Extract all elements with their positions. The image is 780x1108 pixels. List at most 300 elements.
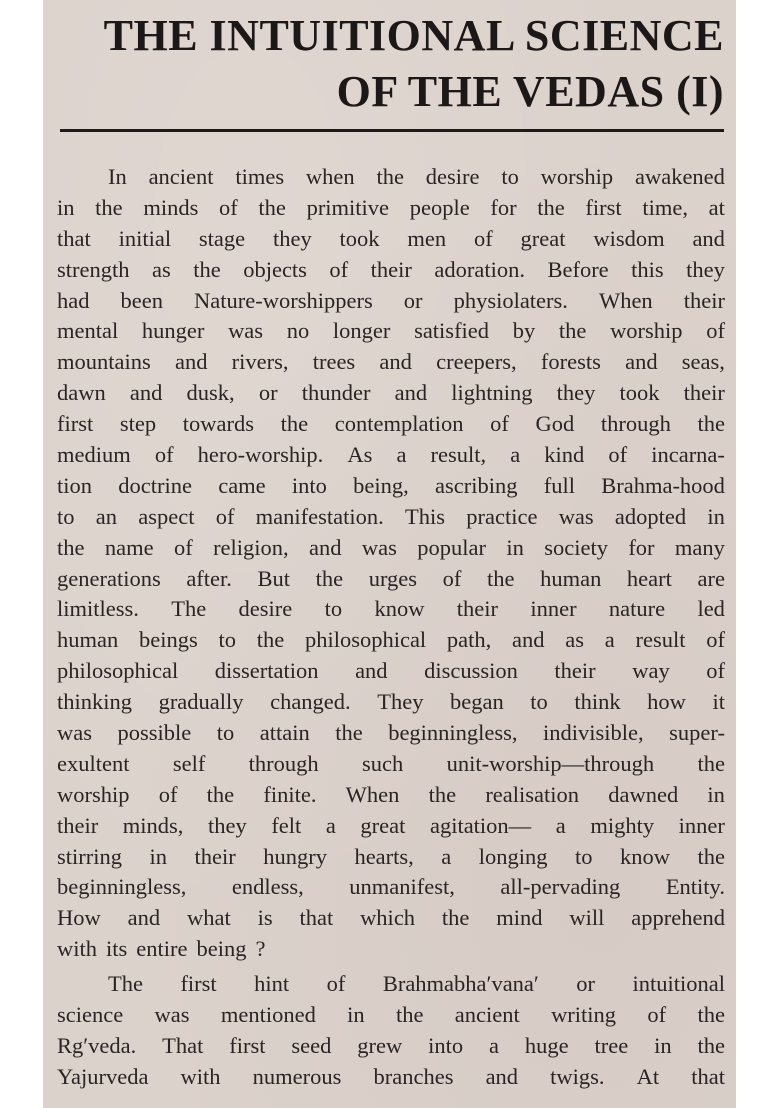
word: stirring bbox=[57, 843, 122, 869]
word: in bbox=[347, 1002, 365, 1028]
word: the bbox=[395, 1002, 424, 1028]
word: But bbox=[257, 565, 291, 591]
word: Yajurveda bbox=[57, 1063, 149, 1089]
word: first bbox=[180, 971, 217, 997]
word: that bbox=[57, 225, 91, 251]
word: strength bbox=[57, 256, 130, 282]
word: their bbox=[57, 812, 99, 838]
word: or bbox=[576, 971, 596, 997]
word: twigs. bbox=[550, 1063, 605, 1089]
word: towards bbox=[182, 411, 254, 437]
word: it bbox=[712, 689, 725, 715]
word: to bbox=[530, 689, 548, 715]
word: their bbox=[194, 843, 236, 869]
word: the bbox=[486, 565, 515, 591]
word: how bbox=[647, 689, 686, 715]
word: the bbox=[697, 750, 725, 776]
word: in bbox=[707, 781, 725, 807]
word: unmanifest, bbox=[349, 874, 455, 900]
text-line bbox=[57, 409, 725, 440]
text-line bbox=[57, 440, 725, 471]
word: when bbox=[305, 164, 355, 189]
word: a bbox=[510, 442, 521, 468]
word: took bbox=[619, 380, 660, 406]
text-line bbox=[57, 347, 725, 378]
word: result bbox=[635, 627, 686, 653]
word: is bbox=[257, 905, 273, 931]
word: inner bbox=[530, 596, 577, 622]
word: tion bbox=[57, 472, 93, 498]
word: in bbox=[654, 1032, 672, 1058]
word: first bbox=[57, 411, 94, 437]
word: all-pervading bbox=[500, 874, 621, 900]
word: adoration. bbox=[434, 256, 525, 282]
word: medium bbox=[57, 442, 131, 468]
word: result, bbox=[430, 442, 487, 468]
word: The bbox=[108, 971, 143, 997]
word: think bbox=[574, 689, 621, 715]
word: great bbox=[520, 225, 566, 251]
word: minds, bbox=[122, 812, 184, 838]
word: by bbox=[512, 318, 536, 344]
word: had bbox=[57, 287, 90, 313]
word: of bbox=[647, 1002, 667, 1028]
word: their bbox=[456, 596, 498, 622]
word: heart bbox=[626, 565, 672, 591]
word: of bbox=[173, 534, 193, 560]
word: human bbox=[540, 565, 602, 591]
text-line bbox=[57, 1031, 725, 1062]
text-line bbox=[57, 656, 725, 687]
word: of bbox=[154, 442, 174, 468]
word: path, bbox=[446, 627, 492, 653]
word: the bbox=[697, 1002, 725, 1028]
word: the bbox=[280, 411, 309, 437]
word: a bbox=[396, 442, 407, 468]
word: into bbox=[428, 1032, 464, 1058]
word: attain bbox=[259, 720, 310, 746]
word: the bbox=[258, 194, 286, 220]
word: way bbox=[632, 658, 670, 684]
word: began bbox=[450, 689, 504, 715]
text-line bbox=[57, 193, 725, 224]
word: kind bbox=[544, 442, 585, 468]
word: and bbox=[692, 225, 725, 251]
word: or bbox=[403, 287, 423, 313]
word: no bbox=[286, 318, 310, 344]
text-line bbox=[57, 286, 725, 317]
word: full bbox=[543, 472, 575, 498]
word: This bbox=[405, 503, 446, 529]
word: was bbox=[361, 534, 397, 560]
word: numerous bbox=[252, 1063, 342, 1089]
word: of bbox=[706, 627, 725, 653]
word: forests bbox=[540, 349, 601, 375]
word: adopted bbox=[614, 503, 687, 529]
word: satisfied bbox=[414, 318, 490, 344]
word: first bbox=[229, 1032, 266, 1058]
word: thinking bbox=[57, 689, 133, 715]
word: as bbox=[565, 627, 585, 653]
word: their bbox=[683, 287, 725, 313]
word: Nature-worshippers bbox=[194, 287, 373, 313]
word: will bbox=[569, 905, 605, 931]
word: hungry bbox=[263, 843, 327, 869]
text-line bbox=[57, 780, 725, 811]
word: the bbox=[537, 194, 565, 220]
scanned-page bbox=[43, 0, 736, 1108]
word: of bbox=[706, 318, 725, 344]
word: of bbox=[329, 256, 349, 282]
text-line bbox=[57, 162, 725, 193]
word: of bbox=[158, 781, 178, 807]
word: ancient bbox=[148, 164, 214, 189]
word: and bbox=[485, 1063, 519, 1089]
word: the bbox=[193, 256, 221, 282]
word: know bbox=[620, 843, 671, 869]
word: philosophical bbox=[57, 658, 179, 684]
word: being bbox=[196, 936, 247, 962]
title-rule-divider bbox=[60, 129, 724, 132]
word: doctrine bbox=[118, 472, 192, 498]
word: in bbox=[57, 194, 75, 220]
word: minds bbox=[143, 194, 199, 220]
word: the bbox=[428, 781, 457, 807]
word: the bbox=[376, 164, 404, 189]
word: At bbox=[636, 1063, 660, 1089]
word: at bbox=[708, 194, 725, 220]
word: dissertation bbox=[214, 658, 319, 684]
word: realisation bbox=[485, 781, 580, 807]
word: When bbox=[598, 287, 653, 313]
word: are bbox=[697, 565, 725, 591]
word: mighty bbox=[590, 812, 655, 838]
word: ascribing bbox=[435, 472, 518, 498]
word: for bbox=[628, 534, 655, 560]
word: self bbox=[172, 750, 206, 776]
word: longing bbox=[478, 843, 548, 869]
word: the bbox=[57, 534, 85, 560]
word: hint bbox=[254, 971, 290, 997]
text-line bbox=[57, 316, 725, 347]
word: desire bbox=[425, 164, 480, 189]
word: in bbox=[506, 534, 524, 560]
word: and bbox=[379, 349, 412, 375]
text-line bbox=[57, 533, 725, 564]
word: came bbox=[218, 472, 266, 498]
word: of bbox=[608, 442, 628, 468]
word: dawn bbox=[57, 380, 106, 406]
article-body bbox=[57, 162, 725, 1093]
word: with bbox=[180, 1063, 221, 1089]
text-line bbox=[57, 903, 725, 934]
word: Rg′veda. bbox=[57, 1032, 137, 1058]
word: unit-worship—through bbox=[446, 750, 655, 776]
word: wisdom bbox=[593, 225, 665, 251]
text-line bbox=[57, 687, 725, 718]
paragraph-1 bbox=[57, 162, 725, 965]
word: times bbox=[235, 164, 285, 189]
word: an bbox=[95, 503, 117, 529]
word: this bbox=[631, 256, 664, 282]
word: such bbox=[362, 750, 404, 776]
text-line bbox=[57, 842, 725, 873]
word: finite. bbox=[263, 781, 317, 807]
text-line bbox=[57, 749, 725, 780]
word: How bbox=[57, 905, 101, 931]
text-line bbox=[57, 934, 725, 965]
word: being, bbox=[353, 472, 409, 498]
word: creepers, bbox=[436, 349, 517, 375]
word: was bbox=[154, 1002, 190, 1028]
word: indivisible, bbox=[543, 720, 644, 746]
word: mind bbox=[496, 905, 543, 931]
word: endless, bbox=[231, 874, 304, 900]
word: to bbox=[218, 627, 236, 653]
word: and bbox=[394, 380, 428, 406]
word: Before bbox=[547, 256, 609, 282]
word: their bbox=[683, 380, 725, 406]
text-line bbox=[57, 1062, 725, 1093]
word: step bbox=[119, 411, 157, 437]
word: popular bbox=[417, 534, 486, 560]
text-line bbox=[57, 564, 725, 595]
word: ancient bbox=[454, 1002, 520, 1028]
word: manifestation. bbox=[255, 503, 384, 529]
word: or bbox=[258, 380, 278, 406]
word: of bbox=[473, 225, 493, 251]
word: been bbox=[120, 287, 164, 313]
word: mental bbox=[57, 318, 119, 344]
word: incarna- bbox=[651, 442, 725, 468]
word: a bbox=[325, 812, 336, 838]
word: intuitional bbox=[632, 971, 725, 997]
word: limitless. bbox=[57, 596, 139, 622]
word: the bbox=[441, 905, 470, 931]
word: mentioned bbox=[220, 1002, 316, 1028]
word: with bbox=[57, 936, 98, 962]
word: a bbox=[555, 812, 566, 838]
word: dawned bbox=[608, 781, 679, 807]
word: a bbox=[489, 1032, 499, 1058]
word: they bbox=[556, 380, 596, 406]
word: as bbox=[151, 256, 171, 282]
word: and bbox=[512, 627, 545, 653]
word: into bbox=[291, 472, 327, 498]
word: urges bbox=[368, 565, 418, 591]
word: they bbox=[686, 256, 725, 282]
word: contemplation bbox=[334, 411, 464, 437]
word: many bbox=[674, 534, 725, 560]
word: they bbox=[208, 812, 247, 838]
word: in bbox=[707, 503, 725, 529]
text-line bbox=[57, 224, 725, 255]
text-line bbox=[57, 872, 725, 903]
text-line bbox=[57, 594, 725, 625]
word: and bbox=[129, 380, 163, 406]
word: thunder bbox=[301, 380, 371, 406]
word: the bbox=[697, 843, 725, 869]
text-line bbox=[57, 625, 725, 656]
word: gradually bbox=[158, 689, 244, 715]
word: awakened bbox=[634, 164, 725, 189]
word: that bbox=[691, 1063, 725, 1089]
word: their bbox=[554, 658, 596, 684]
text-line bbox=[57, 718, 725, 749]
word: Entity. bbox=[665, 874, 725, 900]
word: science bbox=[57, 1002, 124, 1028]
word: discussion bbox=[424, 658, 518, 684]
text-line bbox=[57, 1000, 725, 1031]
text-line bbox=[57, 969, 725, 1000]
word: the bbox=[558, 318, 587, 344]
word: the bbox=[206, 781, 235, 807]
word: The bbox=[171, 596, 207, 622]
word: writing bbox=[551, 1002, 617, 1028]
text-line bbox=[57, 502, 725, 533]
word: the bbox=[315, 565, 344, 591]
word: initial bbox=[118, 225, 172, 251]
word: they bbox=[272, 225, 312, 251]
word: was bbox=[57, 720, 92, 746]
word: that bbox=[299, 905, 334, 931]
word: worship bbox=[57, 781, 130, 807]
word: tree bbox=[594, 1032, 629, 1058]
word: practice bbox=[466, 503, 538, 529]
word: to bbox=[216, 720, 235, 746]
word: in bbox=[149, 843, 167, 869]
word: what bbox=[186, 905, 231, 931]
word: worship bbox=[610, 318, 683, 344]
word: time, bbox=[642, 194, 688, 220]
word: lightning bbox=[451, 380, 533, 406]
word: They bbox=[377, 689, 424, 715]
word: to bbox=[501, 164, 519, 189]
word: mountains bbox=[57, 349, 151, 375]
word: of bbox=[326, 971, 346, 997]
paragraph-2 bbox=[57, 969, 725, 1093]
word: of bbox=[219, 194, 238, 220]
word: beings bbox=[138, 627, 198, 653]
word: hunger bbox=[141, 318, 205, 344]
word: hero-worship. bbox=[197, 442, 324, 468]
word: In bbox=[108, 164, 127, 189]
word: Brahmabha′vana′ bbox=[382, 971, 539, 997]
word: for bbox=[490, 194, 517, 220]
word: longer bbox=[332, 318, 391, 344]
word: beginningless, bbox=[388, 720, 518, 746]
word: and bbox=[127, 905, 161, 931]
word: inner bbox=[678, 812, 725, 838]
word: the bbox=[95, 194, 123, 220]
word: the bbox=[697, 1032, 725, 1058]
word: entire bbox=[136, 936, 188, 962]
word: As bbox=[347, 442, 373, 468]
article-title bbox=[65, 8, 724, 120]
word: changed. bbox=[270, 689, 351, 715]
word: society bbox=[544, 534, 608, 560]
word: objects bbox=[243, 256, 307, 282]
word: God bbox=[535, 411, 575, 437]
word: religion, bbox=[213, 534, 289, 560]
word: human bbox=[57, 627, 119, 653]
word: of bbox=[442, 565, 462, 591]
word: through bbox=[248, 750, 319, 776]
word: physiolaters. bbox=[453, 287, 568, 313]
word: agitation— bbox=[429, 812, 532, 838]
word: When bbox=[345, 781, 400, 807]
word: men bbox=[407, 225, 447, 251]
word: and bbox=[309, 534, 342, 560]
word: and bbox=[355, 658, 388, 684]
text-line bbox=[57, 471, 725, 502]
word: after. bbox=[186, 565, 232, 591]
word: seed bbox=[291, 1032, 332, 1058]
word: hearts, bbox=[354, 843, 414, 869]
word: their bbox=[370, 256, 412, 282]
word: was bbox=[558, 503, 594, 529]
word: dusk, bbox=[186, 380, 235, 406]
word: and bbox=[174, 349, 208, 375]
word: great bbox=[360, 812, 406, 838]
word: its bbox=[106, 936, 128, 962]
title-line-2: OF THE VEDAS (I) bbox=[336, 67, 724, 116]
word: That bbox=[162, 1032, 204, 1058]
word: possible bbox=[117, 720, 192, 746]
word: stage bbox=[198, 225, 246, 251]
word: the bbox=[256, 627, 285, 653]
word: was bbox=[228, 318, 264, 344]
word: name bbox=[104, 534, 154, 560]
word: a bbox=[604, 627, 615, 653]
word: huge bbox=[524, 1032, 569, 1058]
word: philosophical bbox=[304, 627, 427, 653]
word: desire bbox=[238, 596, 293, 622]
word: a bbox=[441, 843, 452, 869]
word: super- bbox=[669, 720, 725, 746]
word: seas, bbox=[681, 349, 725, 375]
word: branches bbox=[373, 1063, 454, 1089]
word: first bbox=[585, 194, 622, 220]
title-line-1: THE INTUITIONAL SCIENCE bbox=[103, 11, 724, 60]
word: ? bbox=[255, 936, 266, 962]
word: through bbox=[600, 411, 671, 437]
word: of bbox=[490, 411, 509, 437]
word: people bbox=[409, 194, 470, 220]
word: exultent bbox=[57, 750, 130, 776]
text-line bbox=[57, 378, 725, 409]
word: nature bbox=[608, 596, 666, 622]
text-line bbox=[57, 255, 725, 286]
word: aspect bbox=[138, 503, 195, 529]
word: led bbox=[697, 596, 725, 622]
word: felt bbox=[271, 812, 302, 838]
word: took bbox=[339, 225, 380, 251]
word: of bbox=[215, 503, 235, 529]
word: know bbox=[374, 596, 425, 622]
text-line bbox=[57, 811, 725, 842]
word: the bbox=[335, 720, 363, 746]
word: worship bbox=[540, 164, 614, 189]
word: beginningless, bbox=[57, 874, 187, 900]
word: to bbox=[57, 503, 75, 529]
word: Brahma-hood bbox=[601, 472, 725, 498]
word: trees bbox=[312, 349, 356, 375]
word: grew bbox=[357, 1032, 403, 1058]
word: which bbox=[360, 905, 416, 931]
word: of bbox=[706, 658, 725, 684]
word: generations bbox=[57, 565, 161, 591]
